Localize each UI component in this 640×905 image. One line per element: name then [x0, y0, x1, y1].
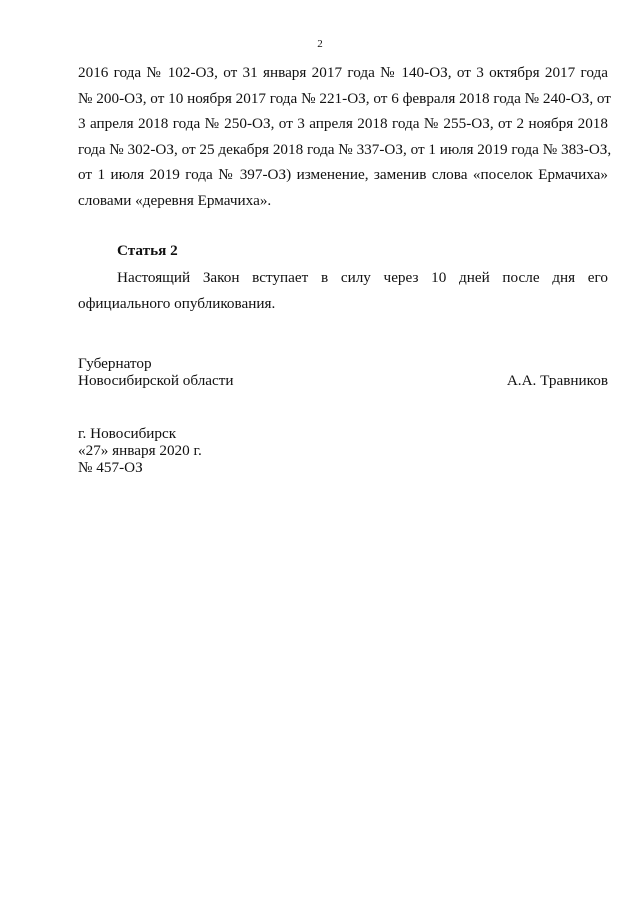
signatory-name: А.А. Травников	[506, 372, 608, 389]
paragraph-line: словами «деревня Ермачиха».	[78, 191, 272, 209]
article-paragraph	[78, 265, 608, 316]
paragraph-line: 2016 года № 102-ОЗ, от 31 января 2017 года № 140-ОЗ, от 3 октября 2017 года	[78, 64, 608, 81]
place-date-block	[78, 425, 202, 476]
signature-block	[78, 355, 608, 389]
signatory-position-line1: Губернатор	[78, 355, 152, 372]
signatory-position-line2: Новосибирской области	[78, 372, 234, 389]
intro-paragraph	[78, 60, 612, 214]
page-number: 2	[317, 38, 323, 50]
paragraph-line: 3 апреля 2018 года № 250-ОЗ, от 3 апреля 2018 года № 255-ОЗ, от 2 ноября 2018	[78, 115, 608, 133]
law-number: № 457-ОЗ	[78, 459, 143, 476]
signature-row	[78, 372, 608, 389]
article-heading: Статья 2	[117, 242, 178, 259]
date: «27» января 2020 г.	[78, 442, 202, 459]
paragraph-line: официального опубликования.	[78, 294, 276, 312]
city: г. Новосибирск	[78, 425, 177, 442]
paragraph-line: года № 302-ОЗ, от 25 декабря 2018 года № 337-ОЗ, от 1 июля 2019 года № 383-ОЗ,	[78, 140, 612, 158]
paragraph-line: № 200-ОЗ, от 10 ноября 2017 года № 221-ОЗ, от 6 февраля 2018 года № 240-ОЗ, от	[78, 89, 611, 107]
paragraph-line: от 1 июля 2019 года № 397-ОЗ) изменение, заменив слова «поселок Ермачиха»	[78, 166, 608, 184]
paragraph-line: Настоящий Закон вступает в силу через 10 дней после дня его	[117, 269, 608, 286]
